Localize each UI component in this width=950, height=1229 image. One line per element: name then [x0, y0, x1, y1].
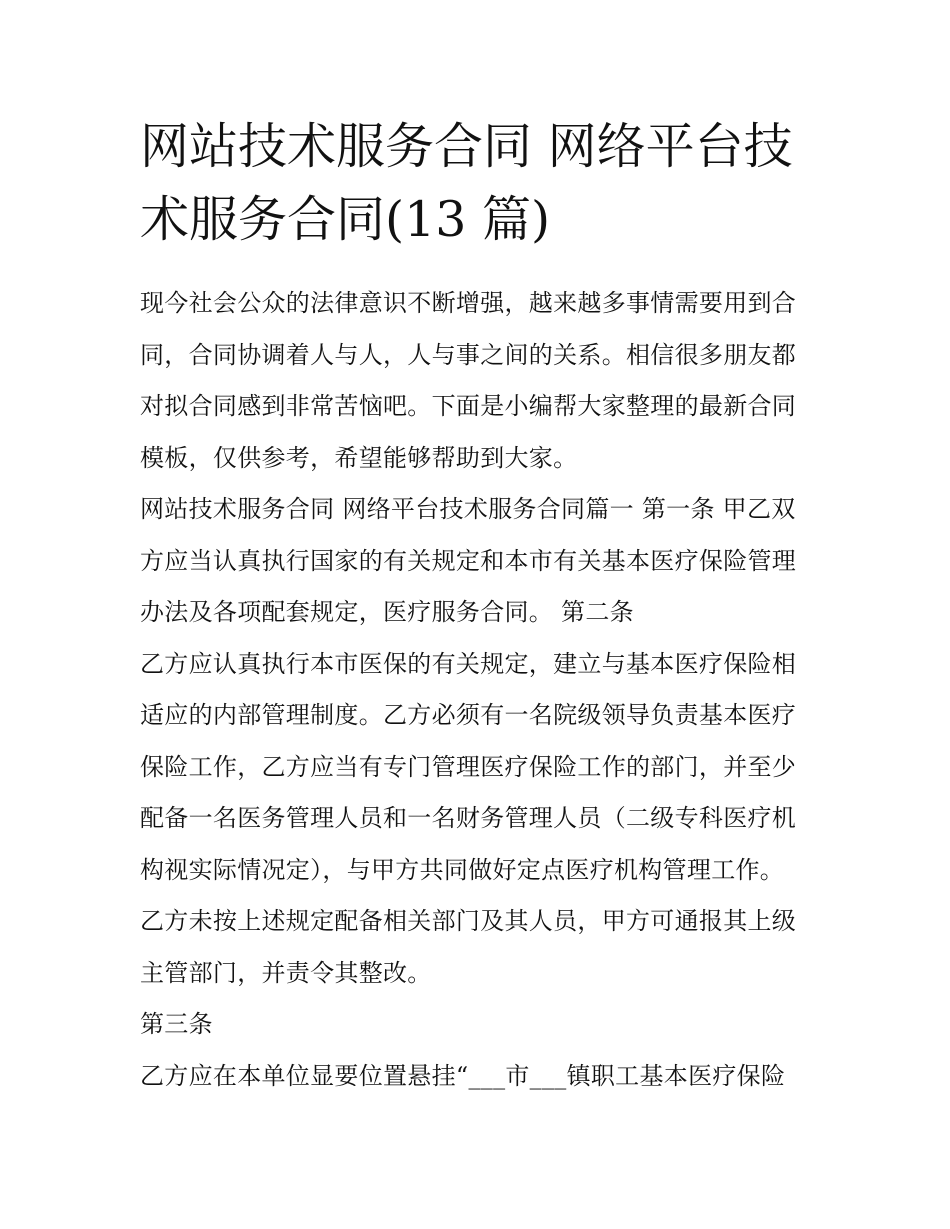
text-line: 适应的内部管理制度。乙方必须有一名院级领导负责基本医疗	[140, 701, 797, 729]
text-line: 方应当认真执行国家的有关规定和本市有关基本医疗保险管理	[140, 546, 797, 575]
text-line: 主管部门，并责令其整改。	[140, 958, 432, 987]
text-line: 配备一名医务管理人员和一名财务管理人员（二级专科医疗机	[140, 804, 797, 832]
text-line: 对拟合同感到非常苦恼吧。下面是小编帮大家整理的最新合同	[140, 392, 797, 420]
document-title	[140, 110, 812, 256]
document-page	[140, 110, 812, 1102]
text-line: 保险工作，乙方应当有专门管理医疗保险工作的部门，并至少	[140, 752, 797, 781]
text-line: 模板，仅供参考，希望能够帮助到大家。	[140, 443, 578, 472]
text-line: 乙方应在本单位显要位置悬挂“___市___镇职工基本医疗保险	[140, 1061, 786, 1090]
text-line: 办法及各项配套规定，医疗服务合同。 第二条	[140, 598, 634, 626]
article-three-heading	[140, 999, 812, 1051]
title-line-1: 网站技术服务合同 网络平台技	[140, 118, 793, 175]
text-line: 乙方未按上述规定配备相关部门及其人员，甲方可通报其上级	[140, 907, 797, 935]
text-line: 构视实际情况定），与甲方共同做好定点医疗机构管理工作。	[140, 855, 785, 884]
text-line: 第三条	[140, 1010, 213, 1038]
intro-paragraph	[140, 278, 812, 484]
article-two-paragraph	[140, 639, 812, 1000]
article-three-paragraph	[140, 1051, 812, 1103]
text-line: 网站技术服务合同 网络平台技术服务合同篇一 第一条 甲乙双	[140, 495, 796, 523]
text-line: 同，合同协调着人与人，人与事之间的关系。相信很多朋友都	[140, 340, 797, 369]
text-line: 乙方应认真执行本市医保的有关规定，建立与基本医疗保险相	[140, 649, 797, 678]
title-line-2: 术服务合同(13 篇)	[140, 191, 551, 248]
text-line: 现今社会公众的法律意识不断增强，越来越多事情需要用到合	[140, 289, 797, 317]
article-one-paragraph	[140, 484, 812, 639]
